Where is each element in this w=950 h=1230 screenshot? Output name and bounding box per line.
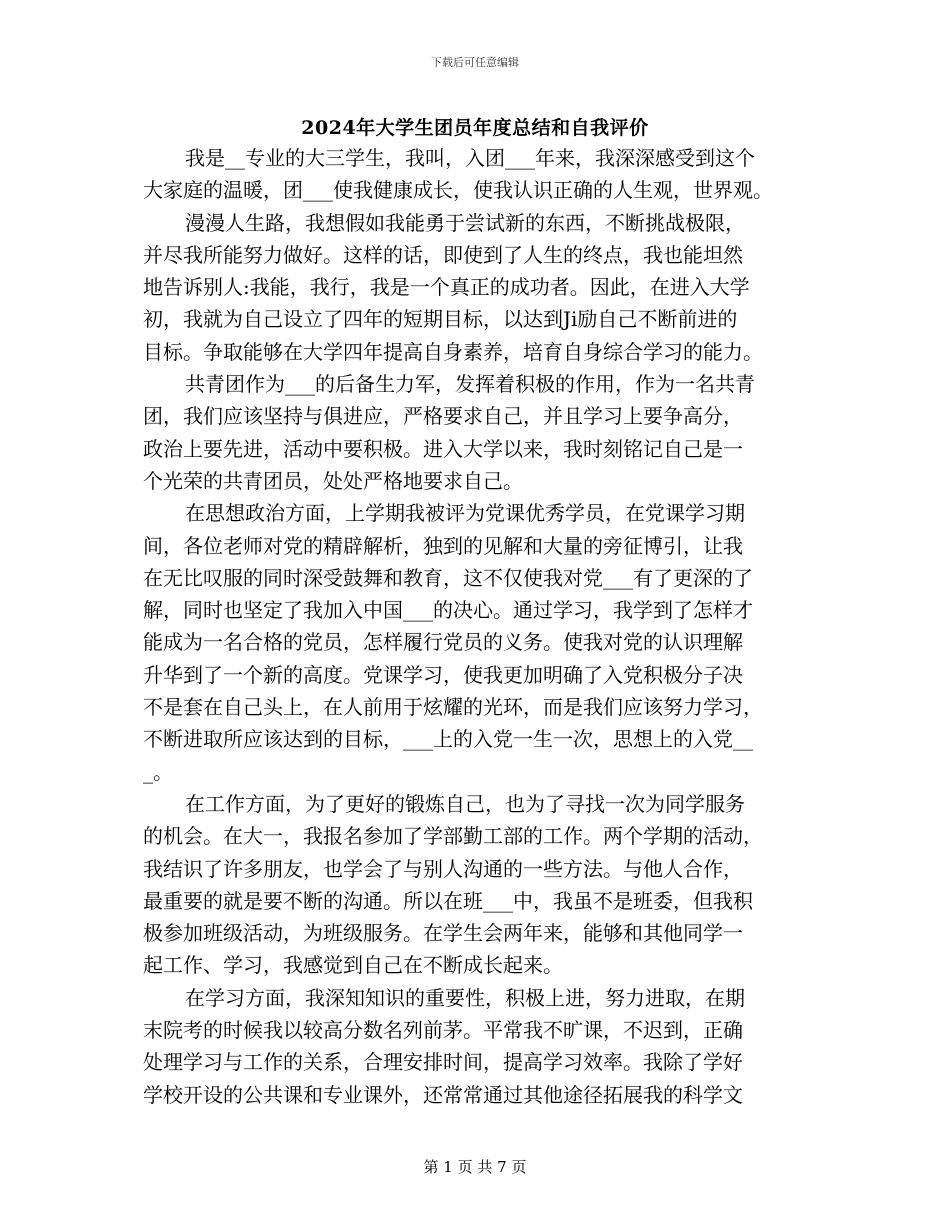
text-line: 在思想政治方面，上学期我被评为党课优秀学员，在党课学习期 — [185, 501, 745, 526]
text-line: 共青团作为___的后备生力军，发挥着积极的作用，作为一名共青 — [185, 372, 755, 397]
text-line: 目标。争取能够在大学四年提高自身素养，培育自身综合学习的能力。 — [143, 339, 763, 364]
text-line: 极参加班级活动，为班级服务。在学生会两年来，能够和其他同学一 — [143, 921, 743, 946]
text-line: 我是__专业的大三学生，我叫，入团___年来，我深深感受到这个 — [185, 146, 755, 170]
text-line: 不断进取所应该达到的目标，___上的入党一生一次，思想上的入党__ — [143, 727, 753, 752]
text-line: 末院考的时候我以较高分数名列前茅。平常我不旷课，不迟到，正确 — [143, 1018, 743, 1043]
text-line: 最重要的就是要不断的沟通。所以在班___中，我虽不是班委，但我积 — [143, 888, 753, 913]
paragraph-5 — [143, 788, 811, 982]
text-line: 地告诉别人:我能，我行，我是一个真正的成功者。因此，在进入大学 — [143, 275, 750, 300]
text-line: 政治上要先进，活动中要积极。进入大学以来，我时刻铭记自己是一 — [143, 436, 743, 461]
text-line: 能成为一名合格的党员，怎样履行党员的义务。使我对党的认识理解 — [143, 630, 743, 655]
text-line: _。 — [143, 759, 173, 784]
text-line: 并尽我所能努力做好。这样的话，即使到了人生的终点，我也能坦然 — [143, 242, 743, 267]
text-line: 团，我们应该坚持与俱进应，严格要求自己，并且学习上要争高分， — [143, 404, 743, 429]
page-number: 第 1 页 共 7 页 — [423, 1158, 527, 1176]
paragraph-2 — [143, 207, 811, 368]
text-line: 个光荣的共青团员，处处严格地要求自己。 — [143, 468, 523, 493]
text-line: 不是套在自己头上，在人前用于炫耀的光环，而是我们应该努力学习， — [143, 695, 763, 720]
header-note: 下载后可任意编辑 — [431, 56, 519, 69]
paragraph-3 — [143, 368, 811, 497]
text-line: 的机会。在大一，我报名参加了学部勤工部的工作。两个学期的活动， — [143, 824, 763, 849]
text-line: 间，各位老师对党的精辟解析，独到的见解和大量的旁征博引，让我 — [143, 533, 743, 558]
text-line: 解，同时也坚定了我加入中国___的决心。通过学习，我学到了怎样才 — [143, 598, 753, 623]
text-line: 漫漫人生路，我想假如我能勇于尝试新的东西，不断挑战极限， — [185, 210, 745, 235]
text-line: 大家庭的温暖，团___使我健康成长，使我认识正确的人生观，世界观。 — [143, 178, 773, 203]
text-line: 在无比叹服的同时深受鼓舞和教育，这不仅使我对党___有了更深的了 — [143, 565, 753, 590]
text-line: 我结识了许多朋友，也学会了与别人沟通的一些方法。与他人合作， — [143, 856, 743, 881]
text-line: 在工作方面，为了更好的锻炼自己，也为了寻找一次为同学服务 — [185, 791, 745, 816]
text-line: 升华到了一个新的高度。党课学习，使我更加明确了入党积极分子决 — [143, 662, 743, 687]
text-line: 处理学习与工作的关系，合理安排时间，提高学习效率。我除了学好 — [143, 1050, 743, 1075]
text-line: 在学习方面，我深知知识的重要性，积极上进，努力进取，在期 — [185, 985, 745, 1010]
paragraph-6 — [143, 982, 811, 1111]
text-line: 初，我就为自己设立了四年的短期目标，以达到Ji励自己不断前进的 — [143, 307, 738, 332]
text-line: 起工作、学习，我感觉到自己在不断成长起来。 — [143, 953, 563, 978]
text-line: 学校开设的公共课和专业课外，还常常通过其他途径拓展我的科学文 — [143, 1082, 743, 1107]
document-title: 2024年大学生团员年度总结和自我评价 — [301, 117, 649, 139]
document-body — [143, 142, 811, 1111]
paragraph-4 — [143, 497, 811, 788]
paragraph-1 — [143, 142, 811, 207]
